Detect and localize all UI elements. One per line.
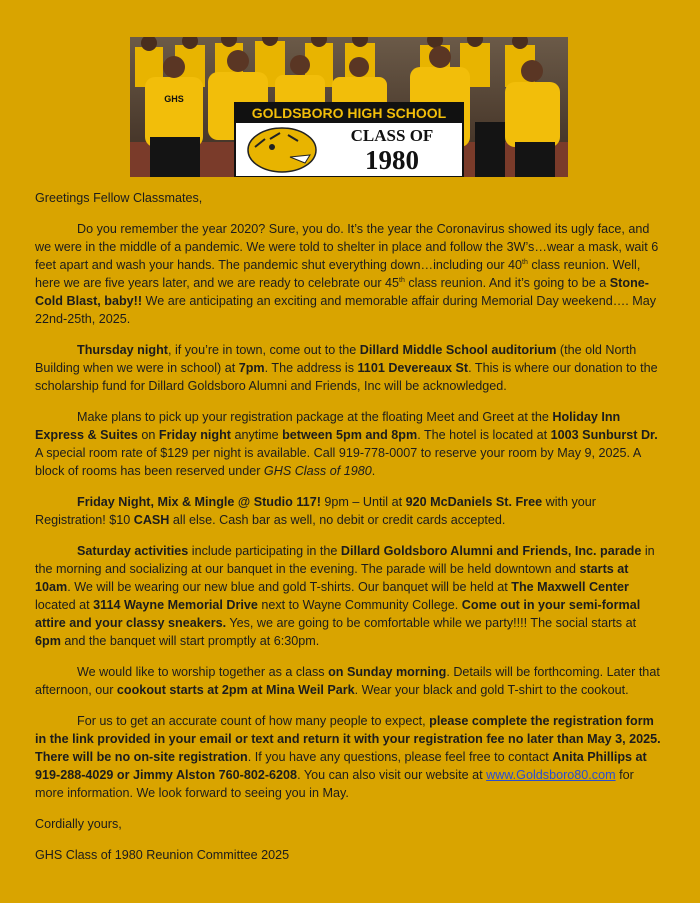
greeting: Greetings Fellow Classmates, [35, 191, 203, 205]
paragraph-saturday: Saturday activities include participating in the Dillard Goldsboro Alumni and Friends, Inc. parade in the morning and socializing at our banquet in the evening. The parade will be held downtown and starts at 10am. We will be wearing our new blue and gold T-shirts. Our banquet will be held at The Maxwell Center located at 3114 Wayne Memorial Drive next to Wayne Community College. Come out in your semi-formal attire and your classy sneakers. Yes, we are going to be comfortable while we party!!!! The social starts at 6pm and the banquet will start promptly at 6:30pm. [35, 544, 655, 648]
banner-class-of: CLASS OF [350, 126, 434, 145]
website-link[interactable]: www.Goldsboro80.com [486, 768, 616, 782]
class-reunion-photo [130, 37, 568, 177]
banner-year: 1980 [365, 145, 419, 175]
tiger-mascot-icon [248, 128, 316, 172]
paragraph-sunday: We would like to worship together as a class on Sunday morning. Details will be forthcoming. Later that afternoon, our cookout starts at 2pm at Mina Weil Park. Wear your black and gold T-shirt to the cookout. [35, 665, 660, 697]
paragraph-thursday: Thursday night, if you’re in town, come out to the Dillard Middle School auditorium (the old North Building when we were in school) at 7pm. The address is 1101 Devereaux St. This is where our donation to the scholarship fund for Dillard Goldsboro Alumni and Friends, Inc will be acknowledged. [35, 343, 658, 393]
paragraph-friday-mixer: Friday Night, Mix & Mingle @ Studio 117! 9pm – Until at 920 McDaniels St. Free with your Registration! $10 CASH all else. Cash bar as well, no debit or credit cards accepted. [35, 495, 596, 527]
paragraph-registration-pickup: Make plans to pick up your registration package at the floating Meet and Greet at the Holiday Inn Express & Suites on Friday night anytime between 5pm and 8pm. The hotel is located at 1003 Sunburst Dr. A special room rate of $129 per night is available. Call 919-778-0007 to reserve your room by May 9, 2025. A block of rooms has been reserved under GHS Class of 1980. [35, 410, 658, 478]
closing: Cordially yours, [35, 817, 122, 831]
reunion-letter [35, 189, 665, 877]
banner-school-name: GOLDSBORO HIGH SCHOOL [251, 105, 447, 121]
paragraph-intro: Do you remember the year 2020? Sure, you do. It’s the year the Coronavirus showed its ugly face, and we were in the middle of a pandemic. We were told to shelter in place and follow the 3W’s…wear a mask, wait 6 feet apart and wash your hands. The pandemic shut everything down…including our 40th class reunion. Well, here we are five years later, and we are ready to celebrate our 45th class reunion. And it’s going to be a Stone-Cold Blast, baby!! We are anticipating an exciting and memorable affair during Memorial Day weekend…. May 22nd-25th, 2025. [35, 222, 659, 326]
paragraph-contact: For us to get an accurate count of how many people to expect, please complete the registration form in the link provided in your email or text and return it with your registration fee no later than May 3, 2025. There will be no on-site registration. If you have any questions, please feel free to contact Anita Phillips at 919-288-4029 or Jimmy Alston 760-802-6208. You can also visit our website at www.Goldsboro80.com for more information. We look forward to seeing you in May. [35, 714, 661, 800]
signature: GHS Class of 1980 Reunion Committee 2025 [35, 848, 290, 862]
shirt-logo-text: GHS [164, 94, 184, 104]
